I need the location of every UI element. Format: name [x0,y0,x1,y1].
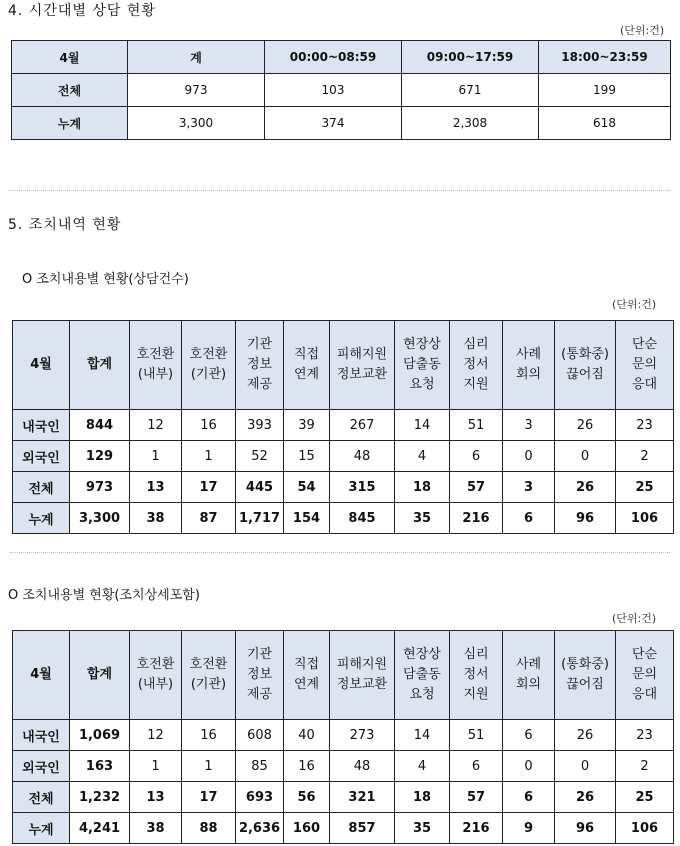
action-table-detail [12,630,674,844]
table2-cell: 1 [182,441,236,472]
divider [10,190,670,191]
table-row [13,782,674,813]
table-row [13,503,674,534]
table3-cell: 16 [182,720,236,751]
table-row [13,751,674,782]
table2-cell: 3 [503,472,555,503]
table3-cell: 51 [450,720,503,751]
table2-cell: 216 [450,503,503,534]
table3-cell: 13 [130,782,182,813]
table3-header-cell: 기관 정보 제공 [236,631,284,720]
table3-cell: 4,241 [70,813,130,844]
table2-cell: 96 [555,503,616,534]
table-row [12,107,671,140]
table3-cell: 857 [330,813,395,844]
table3-row-label: 외국인 [13,751,70,782]
section4-title: 4. 시간대별 상담 현황 [8,3,156,19]
table3-cell: 6 [450,751,503,782]
t1-cell: 103 [265,74,402,107]
table2-cell: 154 [284,503,330,534]
table3-cell: 273 [330,720,395,751]
action-table-consult-count [12,320,674,534]
table2-header-cell: 호전환 (내부) [130,321,182,410]
table3-cell: 38 [130,813,182,844]
table3-cell: 40 [284,720,330,751]
table3-cell: 35 [395,813,450,844]
table3-cell: 163 [70,751,130,782]
table3-row-label: 내국인 [13,720,70,751]
table3-cell: 0 [503,751,555,782]
table2-cell: 25 [616,472,674,503]
table3-row-label: 누계 [13,813,70,844]
table2-cell: 26 [555,410,616,441]
table2-cell: 6 [450,441,503,472]
table2-header-cell: 피해지원 정보교환 [330,321,395,410]
table2-cell: 57 [450,472,503,503]
t1-row-label: 전체 [12,74,128,107]
table3-header-cell: 합계 [70,631,130,720]
table2-cell: 315 [330,472,395,503]
table2-row-label: 누계 [13,503,70,534]
table2-row-label: 내국인 [13,410,70,441]
table3-header-cell: 4월 [13,631,70,720]
table2-cell: 35 [395,503,450,534]
table2-header-cell: 기관 정보 제공 [236,321,284,410]
table3-header-cell: 심리 정서 지원 [450,631,503,720]
table2-cell: 3 [503,410,555,441]
table-row [13,410,674,441]
table2-header-cell: 심리 정서 지원 [450,321,503,410]
table2-cell: 26 [555,472,616,503]
table2-cell: 844 [70,410,130,441]
table2-title: O 조치내용별 현황(상담건수) [22,272,189,287]
table3-cell: 1,069 [70,720,130,751]
table3-cell: 26 [555,782,616,813]
divider [10,552,670,553]
t1-cell: 3,300 [128,107,265,140]
table2-header-cell: 현장상 담출동 요청 [395,321,450,410]
table3-cell: 16 [284,751,330,782]
t1-header-evening: 18:00~23:59 [539,41,671,74]
table2-cell: 13 [130,472,182,503]
table3-header-cell: 단순 문의 응대 [616,631,674,720]
table2-row-label: 전체 [13,472,70,503]
table2-cell: 129 [70,441,130,472]
table3-cell: 18 [395,782,450,813]
table2-cell: 845 [330,503,395,534]
t1-cell: 671 [402,74,539,107]
table3-cell: 17 [182,782,236,813]
t1-cell: 199 [539,74,671,107]
table3-cell: 25 [616,782,674,813]
table2-unit: (단위:건) [612,298,657,311]
table2-cell: 15 [284,441,330,472]
table2-cell: 0 [555,441,616,472]
table2-cell: 54 [284,472,330,503]
table2-header-cell: 직접 연계 [284,321,330,410]
table2-cell: 17 [182,472,236,503]
table2-cell: 87 [182,503,236,534]
table2-cell: 16 [182,410,236,441]
table-row [13,813,674,844]
table2-cell: 3,300 [70,503,130,534]
table3-header-cell: (통화중) 끊어짐 [555,631,616,720]
table-row [13,472,674,503]
table2-cell: 48 [330,441,395,472]
table2-cell: 445 [236,472,284,503]
t1-header-month: 4월 [12,41,128,74]
table3-cell: 96 [555,813,616,844]
table3-cell: 1 [130,751,182,782]
table-row [13,441,674,472]
table3-header-cell: 호전환 (기관) [182,631,236,720]
table2-cell: 12 [130,410,182,441]
table2-cell: 14 [395,410,450,441]
table3-cell: 2,636 [236,813,284,844]
table2-header-cell: 사례 회의 [503,321,555,410]
table3-cell: 57 [450,782,503,813]
table3-cell: 106 [616,813,674,844]
table2-row-label: 외국인 [13,441,70,472]
table3-header-cell: 직접 연계 [284,631,330,720]
table2-cell: 2 [616,441,674,472]
table3-title: O 조치내용별 현황(조치상세포함) [8,588,200,603]
table3-cell: 12 [130,720,182,751]
table3-cell: 6 [503,720,555,751]
table2-header-cell: (통화중) 끊어짐 [555,321,616,410]
table2-cell: 4 [395,441,450,472]
table2-cell: 23 [616,410,674,441]
table2-cell: 1 [130,441,182,472]
t1-cell: 374 [265,107,402,140]
section5-title: 5. 조치내역 현황 [8,217,122,233]
hourly-consult-table [11,40,671,140]
table3-unit: (단위:건) [612,612,657,625]
table3-cell: 14 [395,720,450,751]
table2-cell: 52 [236,441,284,472]
table3-cell: 4 [395,751,450,782]
table3-cell: 56 [284,782,330,813]
table3-cell: 85 [236,751,284,782]
table2-cell: 39 [284,410,330,441]
table3-cell: 1,232 [70,782,130,813]
t1-header-total: 계 [128,41,265,74]
table3-cell: 88 [182,813,236,844]
section4-unit: (단위:건) [620,24,665,37]
table-row [13,720,674,751]
table3-cell: 216 [450,813,503,844]
table3-cell: 0 [555,751,616,782]
table2-cell: 106 [616,503,674,534]
table2-cell: 0 [503,441,555,472]
t1-cell: 618 [539,107,671,140]
t1-header-night: 00:00~08:59 [265,41,402,74]
table-row [12,74,671,107]
table2-cell: 18 [395,472,450,503]
table2-header-cell: 호전환 (기관) [182,321,236,410]
t1-cell: 2,308 [402,107,539,140]
table3-cell: 48 [330,751,395,782]
t1-cell: 973 [128,74,265,107]
table3-header-cell: 사례 회의 [503,631,555,720]
table2-header-cell: 단순 문의 응대 [616,321,674,410]
table3-header-cell: 피해지원 정보교환 [330,631,395,720]
table2-cell: 51 [450,410,503,441]
table3-cell: 23 [616,720,674,751]
table2-cell: 1,717 [236,503,284,534]
table3-cell: 160 [284,813,330,844]
table3-cell: 6 [503,782,555,813]
table3-header-cell: 호전환 (내부) [130,631,182,720]
table3-cell: 1 [182,751,236,782]
table2-cell: 6 [503,503,555,534]
table3-row-label: 전체 [13,782,70,813]
table3-header-cell: 현장상 담출동 요청 [395,631,450,720]
table3-cell: 2 [616,751,674,782]
table2-cell: 267 [330,410,395,441]
table3-cell: 26 [555,720,616,751]
table2-cell: 393 [236,410,284,441]
table3-cell: 321 [330,782,395,813]
table2-cell: 38 [130,503,182,534]
table2-header-cell: 합계 [70,321,130,410]
table3-cell: 608 [236,720,284,751]
table2-header-cell: 4월 [13,321,70,410]
t1-row-label: 누계 [12,107,128,140]
table2-cell: 973 [70,472,130,503]
t1-header-day: 09:00~17:59 [402,41,539,74]
table3-cell: 693 [236,782,284,813]
table3-cell: 9 [503,813,555,844]
